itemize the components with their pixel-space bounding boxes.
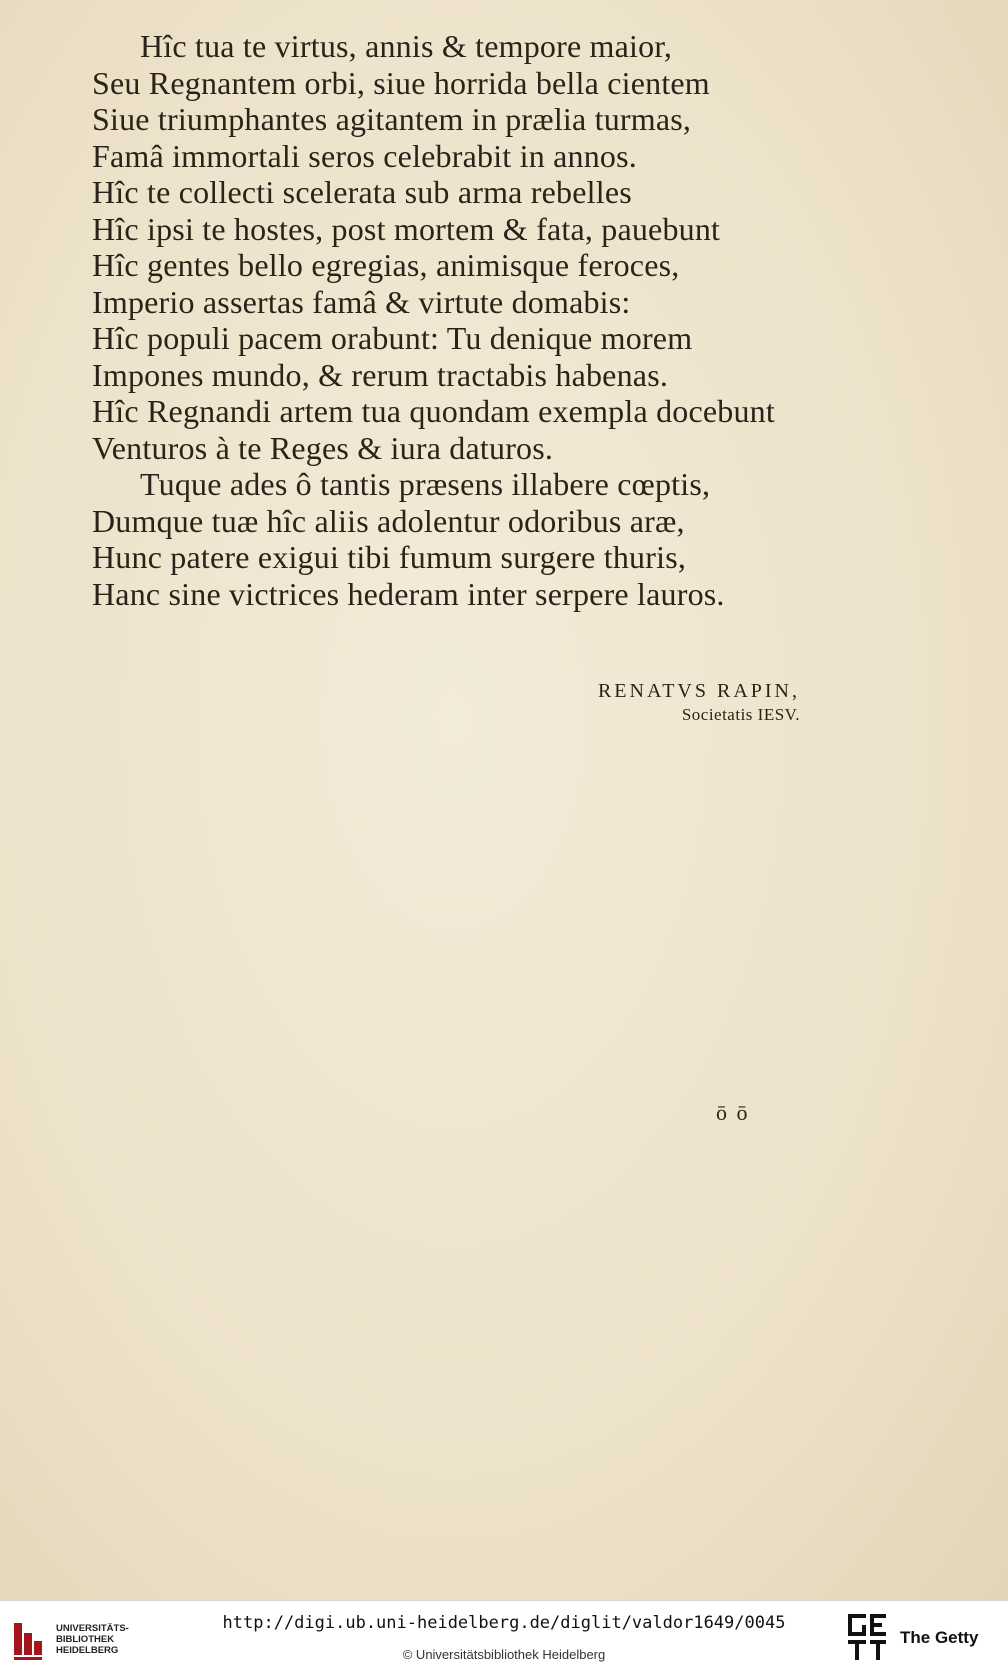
getty-logo[interactable] <box>848 1611 978 1665</box>
author-order: Societatis IESV. <box>681 705 800 724</box>
poem-line: Hîc tua te virtus, annis & tempore maior, <box>140 28 673 64</box>
printer-signature-mark: ō ō <box>716 1100 750 1125</box>
poem-line: Hanc sine victrices hederam inter serpere lauros. <box>92 575 725 612</box>
poem-line: Seu Regnantem orbi, siue horrida bella cientem <box>92 64 710 101</box>
poem-line: Hîc Regnandi artem tua quondam exempla docebunt <box>92 393 775 429</box>
poem-line: Venturos à te Reges & iura daturos. <box>92 429 554 466</box>
getty-name: The Getty <box>900 1628 979 1647</box>
poem-line: Hunc patere exigui tibi fumum surgere thuris, <box>92 539 687 575</box>
poem-line: Dumque tuæ hîc aliis adolentur odoribus aræ, <box>92 502 685 539</box>
poem-line: Famâ immortali seros celebrabit in annos. <box>92 137 637 174</box>
poem-line: Imperio assertas famâ & virtute domabis: <box>92 283 631 320</box>
poem-line: Hîc ipsi te hostes, post mortem & fata, pauebunt <box>92 210 721 247</box>
permalink-url[interactable]: http://digi.ub.uni-heidelberg.de/diglit/valdor1649/0045 <box>222 1613 786 1633</box>
ub-text-line: UNIVERSITÄTS- <box>56 1622 129 1634</box>
ub-text-line: BIBLIOTHEK <box>56 1633 115 1645</box>
poem-line: Hîc populi pacem orabunt: Tu denique morem <box>92 320 693 356</box>
poem-line: Impones mundo, & rerum tractabis habenas. <box>92 356 669 393</box>
author-signature <box>540 678 800 726</box>
poem-text <box>92 28 832 612</box>
poem-line: Tuque ades ô tantis præsens illabere cœptis, <box>140 466 711 502</box>
getty-logo-icon <box>848 1614 890 1662</box>
poem-line: Hîc gentes bello egregias, animisque feroces, <box>92 247 680 283</box>
viewer-footer <box>0 1600 1008 1674</box>
ub-text-line: HEIDELBERG <box>56 1644 119 1656</box>
poem-line: Siue triumphantes agitantem in prælia turmas, <box>92 101 692 137</box>
copyright-notice: © Universitätsbibliothek Heidelberg <box>402 1647 606 1662</box>
author-name: RENATVS RAPIN, <box>597 680 800 702</box>
poem-line: Hîc te collecti scelerata sub arma rebelles <box>92 174 632 210</box>
